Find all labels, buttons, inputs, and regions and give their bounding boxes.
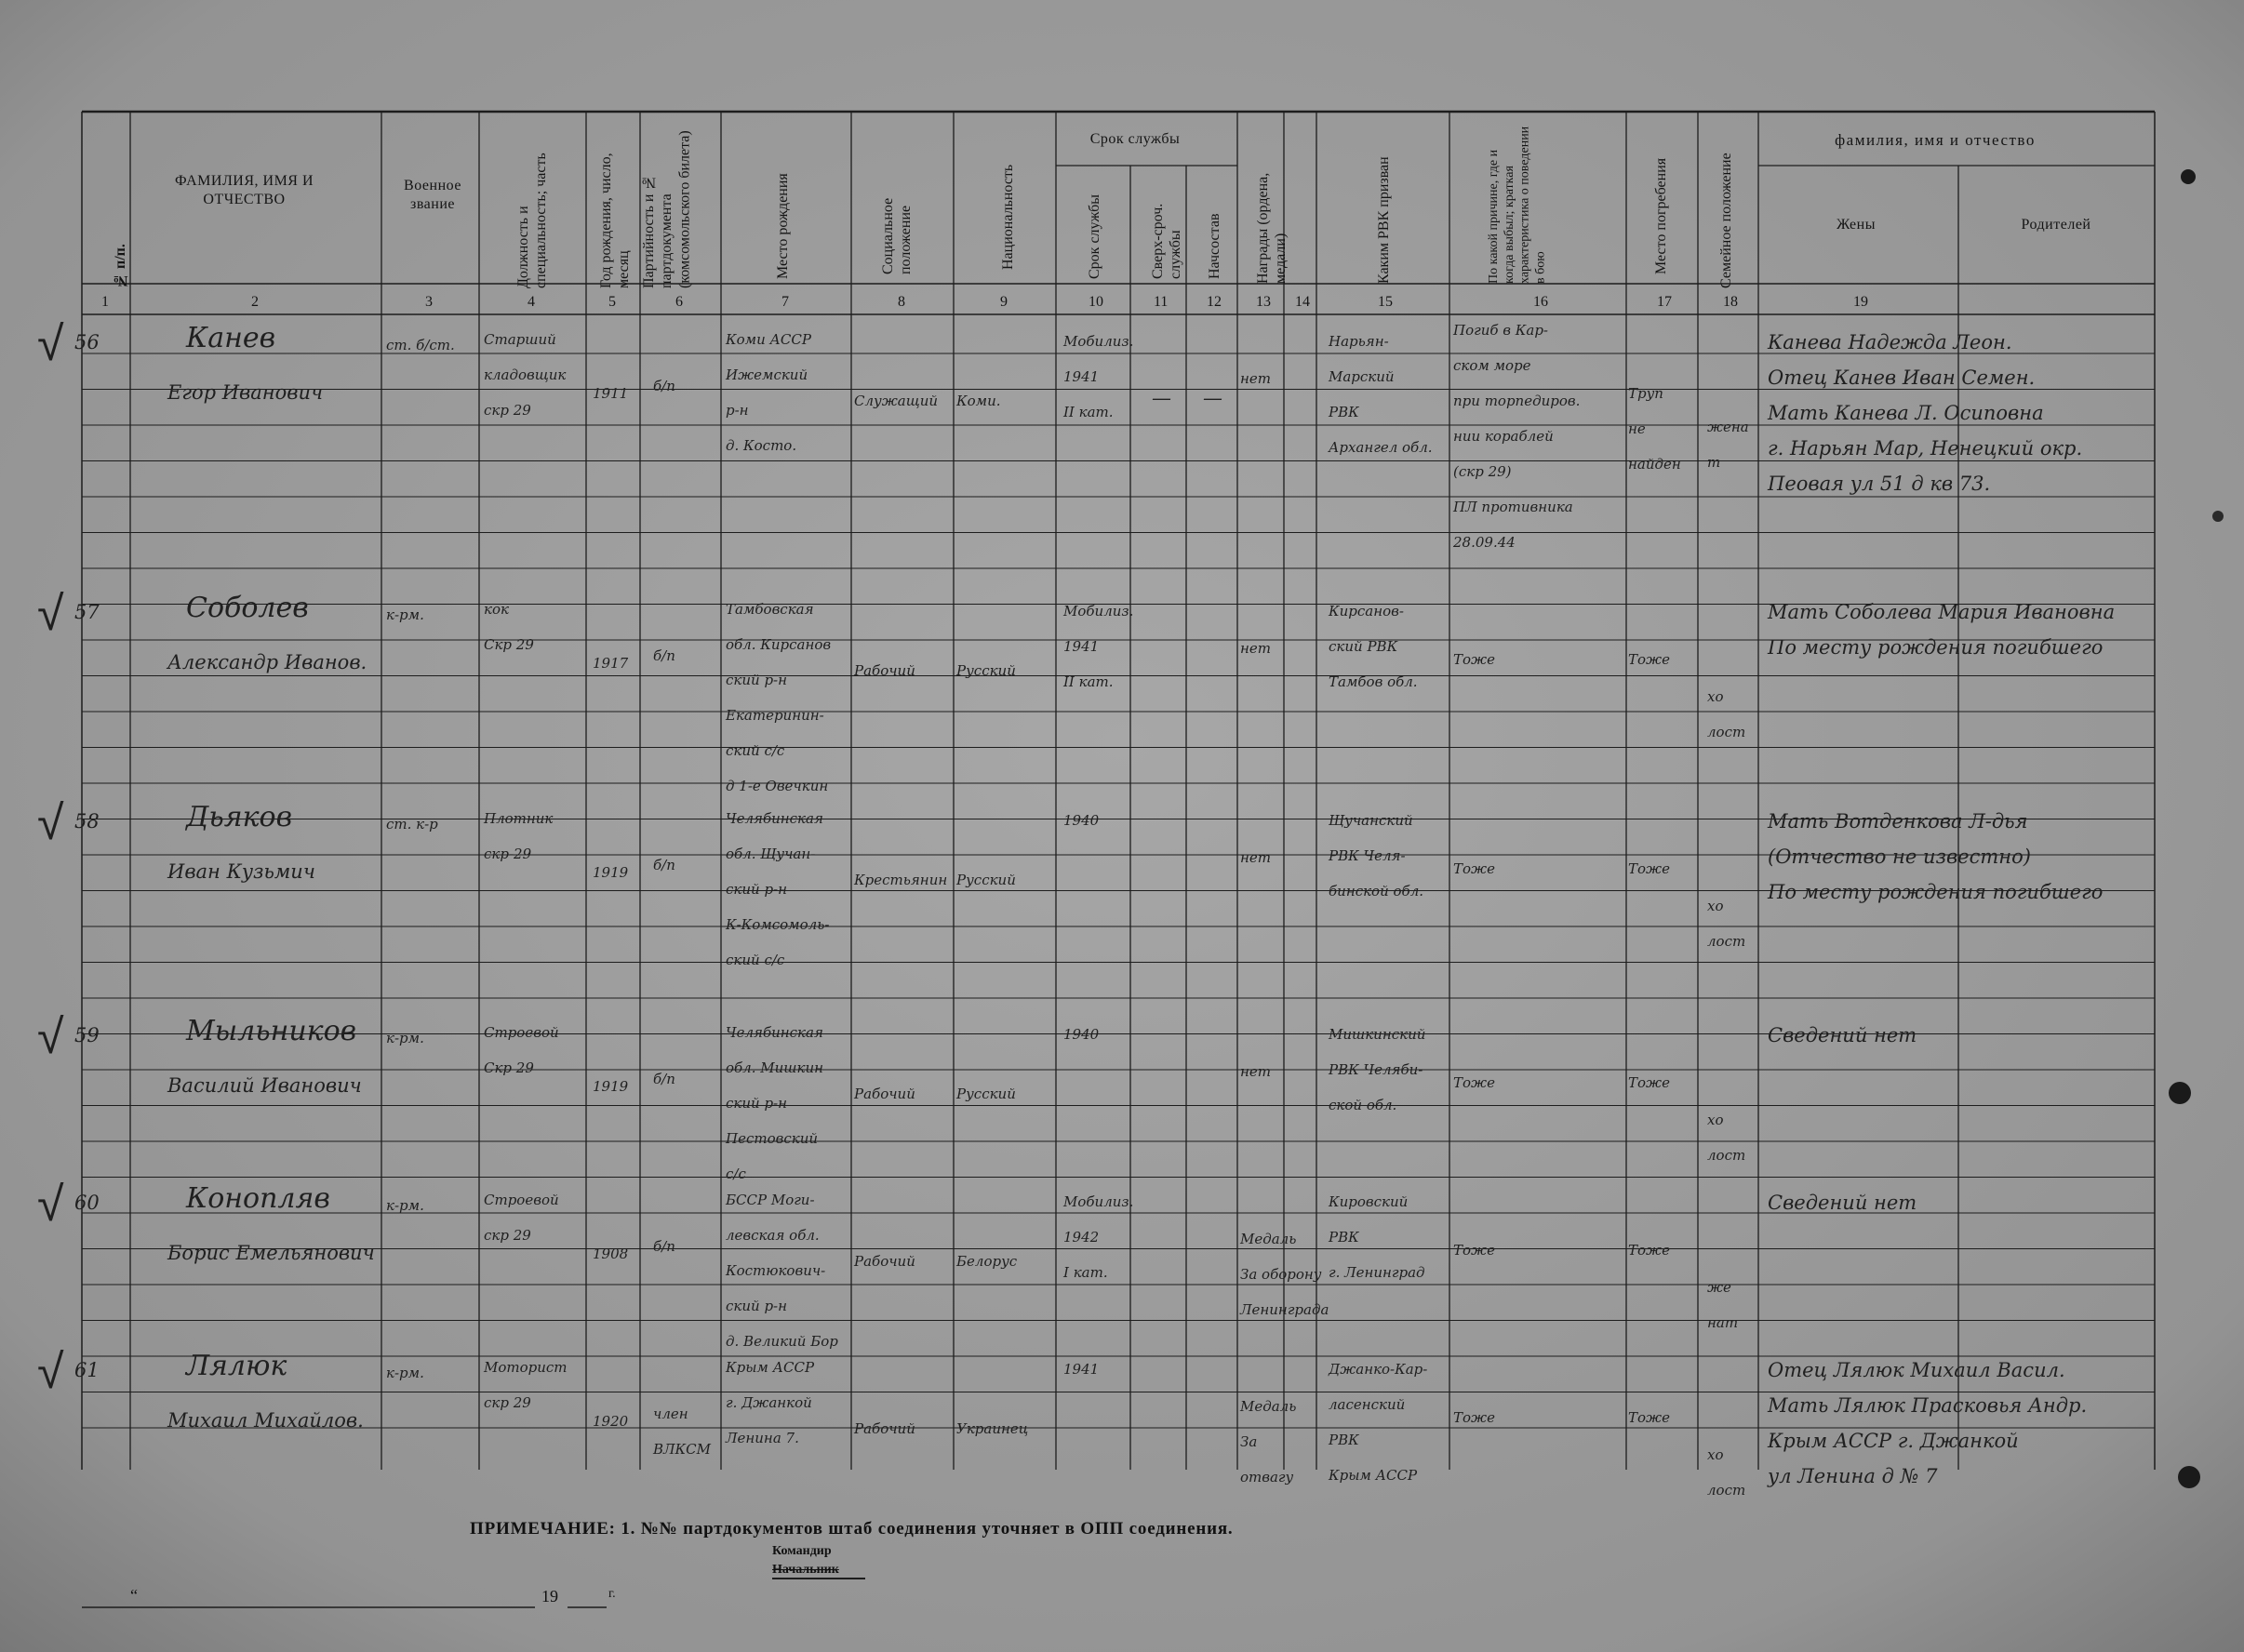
- conscription-office: Щучанский: [1329, 812, 1413, 829]
- burial-place: Тоже: [1628, 1242, 1670, 1259]
- birthplace: ский р-н: [726, 672, 787, 688]
- position: кок: [484, 601, 509, 618]
- party: б/п: [653, 857, 675, 873]
- date-year: 19: [541, 1587, 558, 1605]
- conscription-office: Джанко-Кар-: [1329, 1361, 1428, 1378]
- birthplace: д. Косто.: [726, 437, 797, 454]
- service-term: 1941: [1063, 638, 1100, 655]
- header-burial: Место погребения: [1653, 157, 1669, 274]
- service-term: II кат.: [1063, 404, 1114, 420]
- nationality: Украинец: [956, 1420, 1029, 1437]
- rank: к-рм.: [386, 1365, 424, 1381]
- party: ВЛКСМ: [653, 1441, 711, 1458]
- header-parents: Родителей: [2021, 217, 2091, 233]
- header-family-group: фамилия, имя и отчество: [1835, 131, 2036, 149]
- burial-place: Тоже: [1628, 1074, 1670, 1091]
- position: скр 29: [484, 1394, 531, 1411]
- commander-label: Командир: [772, 1544, 832, 1558]
- header-nation: Национальность: [1000, 164, 1016, 270]
- extra-service: —: [1152, 387, 1171, 409]
- birth-year: 1919: [593, 1078, 629, 1095]
- birthplace: обл. Мишкин: [726, 1059, 823, 1076]
- conscription-office: Нарьян-: [1329, 333, 1389, 350]
- social-status: Рабочий: [854, 1420, 915, 1437]
- conscription-office: Крым АССР: [1329, 1467, 1418, 1484]
- surname: Лялюк: [186, 1350, 287, 1382]
- family-status: хо: [1707, 1446, 1724, 1463]
- burial-place: не: [1628, 420, 1646, 437]
- birthplace: обл. Щучан-: [726, 846, 816, 862]
- service-term: I кат.: [1063, 1264, 1108, 1281]
- birth-year: 1908: [593, 1246, 629, 1262]
- service-term: 1941: [1063, 368, 1100, 385]
- conscription-office: РВК Челя-: [1329, 847, 1406, 864]
- header-born: Год рождения, число, месяц: [598, 153, 633, 288]
- surname: Мыльников: [186, 1015, 357, 1047]
- burial-place: Тоже: [1628, 1409, 1670, 1426]
- relatives: г. Нарьян Мар, Ненецкий окр.: [1768, 437, 2083, 460]
- relatives: Отец Лялюк Михаил Васил.: [1768, 1359, 2065, 1381]
- column-number: 12: [1207, 294, 1222, 310]
- position: скр 29: [484, 1227, 531, 1244]
- column-number: 16: [1533, 294, 1548, 310]
- birthplace: К-Комсомоль-: [726, 916, 830, 933]
- position: Скр 29: [484, 636, 534, 653]
- service-term: II кат.: [1063, 673, 1114, 690]
- column-number: 17: [1657, 294, 1672, 310]
- social-status: Рабочий: [854, 662, 915, 679]
- nationality: Русский: [956, 662, 1016, 679]
- nationality: Русский: [956, 872, 1016, 888]
- social-status: Рабочий: [854, 1253, 915, 1270]
- check-mark: √: [37, 1009, 64, 1065]
- given-name: Егор Иванович: [167, 381, 324, 404]
- row-number: 58: [74, 810, 100, 833]
- command-staff: —: [1203, 387, 1222, 409]
- relatives: По месту рождения погибшего: [1768, 636, 2104, 659]
- birthplace: Ленина 7.: [726, 1430, 799, 1446]
- relatives: Отец Канев Иван Семен.: [1768, 366, 2036, 389]
- position: Плотник: [484, 810, 554, 827]
- family-status: лост: [1707, 1482, 1746, 1499]
- birthplace: Коми АССР: [726, 331, 811, 348]
- service-term: Мобилиз.: [1063, 603, 1134, 620]
- column-number: 6: [675, 294, 683, 310]
- relatives: Мать Канева Л. Осиповна: [1768, 402, 2044, 424]
- relatives: Пеовая ул 51 д кв 73.: [1768, 473, 1991, 495]
- relatives: Мать Соболева Мария Ивановна: [1768, 601, 2116, 623]
- service-term: Мобилиз.: [1063, 333, 1134, 350]
- birthplace: ский с/с: [726, 742, 785, 759]
- conscription-office: Архангел обл.: [1329, 439, 1433, 456]
- row-number: 59: [74, 1024, 100, 1046]
- conscription-office: РВК: [1329, 1229, 1359, 1246]
- birthplace: обл. Кирсанов: [726, 636, 832, 653]
- conscription-office: РВК: [1329, 1432, 1359, 1448]
- given-name: Михаил Михайлов.: [167, 1409, 364, 1432]
- family-status: хо: [1707, 688, 1724, 705]
- family-status: лост: [1707, 1147, 1746, 1164]
- header-party: Партийность и № партдокумента (комсомольского билета): [641, 130, 693, 288]
- reason: ПЛ противника: [1453, 499, 1573, 515]
- header-birthplace: Место рождения: [775, 173, 791, 279]
- birthplace: Пестовский: [726, 1130, 819, 1147]
- birthplace: Екатеринин-: [726, 707, 824, 724]
- birthplace: левская обл.: [726, 1227, 820, 1244]
- header-position: Должность и специальность; часть: [515, 153, 550, 288]
- conscription-office: г. Ленинград: [1329, 1264, 1425, 1281]
- column-number: 8: [898, 294, 905, 310]
- column-number: 11: [1154, 294, 1169, 310]
- birthplace: р-н: [726, 402, 749, 419]
- chief-label: Начальник: [772, 1563, 839, 1577]
- burial-place: Труп: [1628, 385, 1663, 402]
- family-status: лост: [1707, 724, 1746, 740]
- column-number: 3: [425, 294, 433, 310]
- awards: нет: [1240, 640, 1271, 657]
- reason: Тоже: [1453, 860, 1495, 877]
- birthplace: д 1-е Овечкин: [726, 778, 829, 794]
- relatives: По месту рождения погибшего: [1768, 881, 2104, 903]
- family-status: же: [1707, 1279, 1731, 1296]
- header-awards: Награды (ордена, медали): [1255, 172, 1289, 284]
- birthplace: д. Великий Бор: [726, 1333, 838, 1350]
- position: скр-29: [484, 846, 532, 862]
- reason: при торпедиров.: [1453, 393, 1581, 409]
- rank: к-рм.: [386, 1030, 424, 1046]
- social-status: Служащий: [854, 393, 939, 409]
- position: кладовщик: [484, 366, 567, 383]
- birthplace: Ижемский: [726, 366, 808, 383]
- awards: отвагу: [1240, 1469, 1294, 1485]
- row-number: 60: [74, 1192, 100, 1214]
- conscription-office: РВК Челяби-: [1329, 1061, 1423, 1078]
- awards: Ленинграда: [1240, 1301, 1329, 1318]
- header-reason: По какой причине, где и когда выбыл; краткая характеристика о поведении в бою: [1487, 126, 1548, 284]
- party: б/п: [653, 647, 675, 664]
- service-term: 1941: [1063, 1361, 1100, 1378]
- header-service-group: Срок службы: [1089, 131, 1181, 147]
- nationality: Коми.: [956, 393, 1001, 409]
- social-status: Рабочий: [854, 1086, 915, 1102]
- nationality: Русский: [956, 1086, 1016, 1102]
- awards: Медаль: [1240, 1231, 1297, 1247]
- rank: ст. к-р: [386, 816, 438, 833]
- reason: (скр 29): [1453, 463, 1512, 480]
- column-number: 5: [608, 294, 616, 310]
- service-term: 1940: [1063, 1026, 1100, 1043]
- awards: нет: [1240, 849, 1271, 866]
- check-mark: √: [37, 795, 64, 851]
- reason: 28.09.44: [1453, 534, 1516, 551]
- service-term: 1940: [1063, 812, 1100, 829]
- position: Строевой: [484, 1024, 559, 1041]
- header-wife: Жены: [1837, 217, 1876, 233]
- conscription-office: Мишкинский: [1329, 1026, 1426, 1043]
- reason: Погиб в Кар-: [1453, 322, 1548, 339]
- birthplace: Челябинская: [726, 1024, 823, 1041]
- relatives: (Отчество не известно): [1768, 846, 2031, 868]
- reason: Тоже: [1453, 1409, 1495, 1426]
- surname: Конопляв: [186, 1182, 330, 1215]
- header-family: Семейное положение: [1718, 153, 1734, 288]
- party: б/п: [653, 378, 675, 394]
- conscription-office: бинской обл.: [1329, 883, 1424, 899]
- reason: Тоже: [1453, 1074, 1495, 1091]
- given-name: Василий Иванович: [167, 1074, 362, 1097]
- birthplace: ский р-н: [726, 1298, 787, 1314]
- column-number: 14: [1295, 294, 1310, 310]
- position: скр 29: [484, 402, 531, 419]
- birthplace: Крым АССР: [726, 1359, 815, 1376]
- nationality: Белорус: [956, 1253, 1018, 1270]
- birthplace: г. Джанкой: [726, 1394, 812, 1411]
- reason: Тоже: [1453, 1242, 1495, 1259]
- header-rvk: Каким РВК призван: [1376, 156, 1392, 284]
- awards: За оборону: [1240, 1266, 1322, 1283]
- conscription-office: Марский: [1329, 368, 1395, 385]
- header-service: Срок службы: [1087, 193, 1102, 279]
- rank: к-рм.: [386, 1197, 424, 1214]
- birth-year: 1919: [593, 864, 629, 881]
- service-term: 1942: [1063, 1229, 1100, 1246]
- check-mark: √: [37, 586, 64, 642]
- birthplace: Челябинская: [726, 810, 823, 827]
- header-num: № п/п.: [113, 244, 128, 288]
- position: Строевой: [484, 1192, 559, 1208]
- conscription-office: ской обл.: [1329, 1097, 1397, 1113]
- burial-place: найден: [1628, 456, 1681, 473]
- family-status: хо: [1707, 898, 1724, 914]
- date-prefix: “: [130, 1586, 138, 1605]
- relatives: Сведений нет: [1768, 1192, 1917, 1214]
- conscription-office: ласенский: [1329, 1396, 1406, 1413]
- header-fio: ФАМИЛИЯ, ИМЯ И ОТЧЕСТВО: [174, 173, 314, 207]
- header-social: Социальное положение: [880, 197, 915, 274]
- birthplace: ский р-н: [726, 1095, 787, 1112]
- position: Скр 29: [484, 1059, 534, 1076]
- date-suffix: г.: [608, 1587, 616, 1601]
- conscription-office: Тамбов обл.: [1329, 673, 1418, 690]
- check-mark: √: [37, 316, 64, 372]
- awards: Медаль: [1240, 1398, 1297, 1415]
- reason: Тоже: [1453, 651, 1495, 668]
- column-number: 10: [1089, 294, 1103, 310]
- given-name: Борис Емельянович: [167, 1242, 375, 1264]
- column-number: 7: [781, 294, 789, 310]
- awards: За: [1240, 1433, 1258, 1450]
- birthplace: Тамбовская: [726, 601, 814, 618]
- relatives: ул Ленина д № 7: [1768, 1465, 1938, 1487]
- family-status: лост: [1707, 933, 1746, 950]
- awards: нет: [1240, 370, 1271, 387]
- check-mark: √: [37, 1177, 64, 1232]
- family-status: т: [1707, 454, 1721, 471]
- column-number: 4: [528, 294, 535, 310]
- party: б/п: [653, 1238, 675, 1255]
- header-extra-service: Сверх-сроч. службы: [1150, 203, 1184, 279]
- column-number: 1: [101, 294, 109, 310]
- conscription-office: Кирсанов-: [1329, 603, 1404, 620]
- social-status: Крестьянин: [854, 872, 948, 888]
- header-rank: Военное звание: [404, 178, 461, 212]
- burial-place: Тоже: [1628, 860, 1670, 877]
- family-status: жена: [1707, 419, 1749, 435]
- row-number: 61: [74, 1359, 100, 1381]
- given-name: Иван Кузьмич: [167, 860, 315, 883]
- birth-year: 1917: [593, 655, 629, 672]
- relatives: Мать Вотденкова Л-дья: [1768, 810, 2028, 833]
- column-number: 19: [1853, 294, 1868, 310]
- birthplace: ский р-н: [726, 881, 787, 898]
- column-number: 13: [1256, 294, 1271, 310]
- position: Моторист: [484, 1359, 568, 1376]
- party: член: [653, 1406, 688, 1422]
- column-number: 2: [251, 294, 259, 310]
- column-number: 18: [1723, 294, 1738, 310]
- row-number: 57: [74, 601, 100, 623]
- row-number: 56: [74, 331, 100, 353]
- column-number: 15: [1378, 294, 1393, 310]
- birthplace: Костюкович-: [726, 1262, 826, 1279]
- service-term: Мобилиз.: [1063, 1193, 1134, 1210]
- rank: к-рм.: [386, 606, 424, 623]
- relatives: Мать Лялюк Прасковья Андр.: [1768, 1394, 2088, 1417]
- relatives: Сведений нет: [1768, 1024, 1917, 1046]
- birth-year: 1911: [593, 385, 629, 402]
- burial-place: Тоже: [1628, 651, 1670, 668]
- birthplace: ский с/с: [726, 952, 785, 968]
- conscription-office: РВК: [1329, 404, 1359, 420]
- birth-year: 1920: [593, 1413, 629, 1430]
- check-mark: √: [37, 1344, 64, 1400]
- relatives: Канева Надежда Леон.: [1768, 331, 2012, 353]
- awards: нет: [1240, 1063, 1271, 1080]
- position: Старший: [484, 331, 556, 348]
- rank: ст. б/ст.: [386, 337, 455, 353]
- given-name: Александр Иванов.: [167, 651, 367, 673]
- surname: Дьяков: [186, 801, 293, 833]
- birthplace: БССР Моги-: [726, 1192, 815, 1208]
- footnote: ПРИМЕЧАНИЕ: 1. №№ партдокументов штаб соединения уточняет в ОПП соединения.: [470, 1519, 1234, 1539]
- reason: ском море: [1453, 357, 1531, 374]
- party: б/п: [653, 1071, 675, 1087]
- relatives: Крым АССР г. Джанкой: [1768, 1430, 2019, 1452]
- surname: Канев: [186, 322, 276, 354]
- birthplace: с/с: [726, 1166, 746, 1182]
- surname: Соболев: [186, 592, 309, 624]
- conscription-office: Кировский: [1329, 1193, 1409, 1210]
- reason: нии кораблей: [1453, 428, 1554, 445]
- family-status: хо: [1707, 1112, 1724, 1128]
- column-number: 9: [1000, 294, 1008, 310]
- header-command: Начсостав: [1207, 213, 1222, 279]
- family-status: нат: [1707, 1314, 1739, 1331]
- conscription-office: ский РВК: [1329, 638, 1398, 655]
